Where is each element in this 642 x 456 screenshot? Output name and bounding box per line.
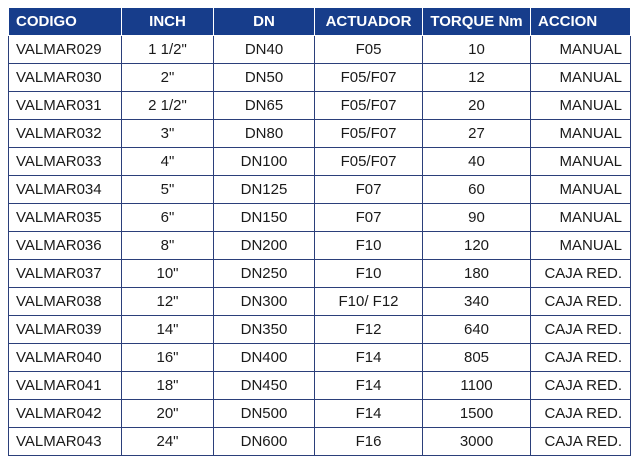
table-row [9,204,631,232]
cell-torque: 120 [423,232,531,260]
cell-accion: MANUAL [531,176,631,204]
cell-actuador: F07 [315,176,423,204]
table-row [9,36,631,64]
cell-actuador: F10 [315,260,423,288]
cell-actuador: F05/F07 [315,120,423,148]
cell-inch: 3" [122,120,214,148]
cell-codigo: VALMAR043 [9,428,122,456]
cell-torque: 27 [423,120,531,148]
cell-inch: 8" [122,232,214,260]
cell-codigo: VALMAR037 [9,260,122,288]
cell-torque: 90 [423,204,531,232]
cell-accion: CAJA RED. [531,260,631,288]
cell-torque: 12 [423,64,531,92]
cell-dn: DN50 [214,64,315,92]
cell-inch: 12" [122,288,214,316]
cell-inch: 10" [122,260,214,288]
cell-actuador: F10 [315,232,423,260]
cell-accion: MANUAL [531,232,631,260]
cell-codigo: VALMAR029 [9,36,122,64]
cell-inch: 2" [122,64,214,92]
cell-torque: 10 [423,36,531,64]
header-inch: INCH [122,8,214,36]
header-dn: DN [214,8,315,36]
table-header-row [9,8,631,36]
cell-actuador: F14 [315,372,423,400]
cell-actuador: F05/F07 [315,64,423,92]
table-row [9,344,631,372]
cell-inch: 1 1/2" [122,36,214,64]
cell-inch: 14" [122,316,214,344]
cell-inch: 24" [122,428,214,456]
cell-codigo: VALMAR033 [9,148,122,176]
cell-dn: DN40 [214,36,315,64]
header-accion: ACCION [531,8,631,36]
valve-spec-table [8,7,631,456]
cell-actuador: F14 [315,400,423,428]
cell-inch: 2 1/2" [122,92,214,120]
cell-accion: CAJA RED. [531,344,631,372]
cell-dn: DN600 [214,428,315,456]
cell-actuador: F12 [315,316,423,344]
cell-dn: DN125 [214,176,315,204]
cell-actuador: F10/ F12 [315,288,423,316]
cell-inch: 4" [122,148,214,176]
cell-codigo: VALMAR038 [9,288,122,316]
cell-accion: CAJA RED. [531,372,631,400]
table-row [9,92,631,120]
cell-torque: 3000 [423,428,531,456]
table-row [9,288,631,316]
cell-torque: 1500 [423,400,531,428]
cell-torque: 1100 [423,372,531,400]
cell-inch: 16" [122,344,214,372]
cell-codigo: VALMAR039 [9,316,122,344]
table-row [9,260,631,288]
cell-dn: DN100 [214,148,315,176]
valve-spec-table-container [8,7,630,456]
cell-dn: DN300 [214,288,315,316]
cell-torque: 805 [423,344,531,372]
cell-torque: 180 [423,260,531,288]
cell-dn: DN200 [214,232,315,260]
cell-dn: DN150 [214,204,315,232]
header-actuador: ACTUADOR [315,8,423,36]
cell-codigo: VALMAR030 [9,64,122,92]
cell-inch: 20" [122,400,214,428]
cell-codigo: VALMAR042 [9,400,122,428]
cell-actuador: F05 [315,36,423,64]
table-body [9,36,631,456]
cell-dn: DN350 [214,316,315,344]
cell-inch: 6" [122,204,214,232]
cell-actuador: F16 [315,428,423,456]
header-codigo: CODIGO [9,8,122,36]
cell-actuador: F05/F07 [315,148,423,176]
cell-accion: CAJA RED. [531,400,631,428]
cell-dn: DN400 [214,344,315,372]
cell-accion: MANUAL [531,120,631,148]
cell-inch: 18" [122,372,214,400]
cell-dn: DN65 [214,92,315,120]
cell-dn: DN80 [214,120,315,148]
cell-accion: CAJA RED. [531,428,631,456]
cell-actuador: F14 [315,344,423,372]
cell-dn: DN250 [214,260,315,288]
cell-codigo: VALMAR036 [9,232,122,260]
cell-codigo: VALMAR040 [9,344,122,372]
table-row [9,316,631,344]
cell-accion: MANUAL [531,64,631,92]
cell-accion: MANUAL [531,204,631,232]
header-torque: TORQUE Nm [423,8,531,36]
table-row [9,232,631,260]
cell-torque: 40 [423,148,531,176]
cell-accion: CAJA RED. [531,316,631,344]
cell-dn: DN450 [214,372,315,400]
cell-codigo: VALMAR031 [9,92,122,120]
cell-actuador: F07 [315,204,423,232]
cell-torque: 340 [423,288,531,316]
cell-torque: 20 [423,92,531,120]
cell-codigo: VALMAR034 [9,176,122,204]
cell-torque: 60 [423,176,531,204]
cell-accion: MANUAL [531,36,631,64]
table-row [9,372,631,400]
cell-torque: 640 [423,316,531,344]
cell-codigo: VALMAR035 [9,204,122,232]
table-row [9,428,631,456]
cell-codigo: VALMAR041 [9,372,122,400]
cell-codigo: VALMAR032 [9,120,122,148]
cell-dn: DN500 [214,400,315,428]
cell-actuador: F05/F07 [315,92,423,120]
table-row [9,120,631,148]
table-row [9,64,631,92]
table-row [9,400,631,428]
table-row [9,148,631,176]
cell-accion: MANUAL [531,148,631,176]
cell-accion: MANUAL [531,92,631,120]
cell-accion: CAJA RED. [531,288,631,316]
table-row [9,176,631,204]
cell-inch: 5" [122,176,214,204]
